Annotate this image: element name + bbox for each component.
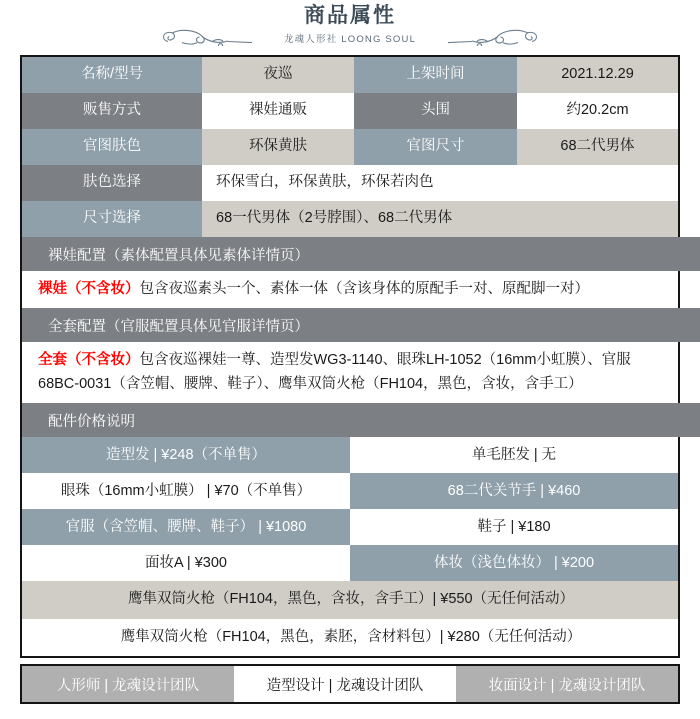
full-set-detail <box>22 342 678 403</box>
price-item: 体妆（浅色体妆） | ¥200 <box>350 545 678 581</box>
price-item: 单毛胚发 | 无 <box>350 437 678 473</box>
price-item: 面妆A | ¥300 <box>22 545 350 581</box>
attribute-value: 环保雪白，环保黄肤，环保若肉色 <box>202 165 678 201</box>
attribute-label: 上架时间 <box>354 57 517 93</box>
brand-line <box>160 29 540 46</box>
price-item: 造型发 | ¥248（不单售） <box>22 437 350 473</box>
full-set-text: 包含夜巡裸娃一尊、造型发WG3-1140、眼珠LH-1052（16mm小虹膜）、官服68BC-0031（含笠帽、腰牌、鞋子）、鹰隼双筒火枪（FH104，黑色，含妆，含手工） <box>38 352 631 392</box>
page-header <box>0 0 700 55</box>
nude-config-emphasis: 裸娃（不含妆） <box>38 281 140 297</box>
attribute-value: 68一代男体（2号脖围）、68二代男体 <box>202 201 678 237</box>
brand-subtitle: 龙魂人形社 LOONG SOUL <box>283 33 417 45</box>
price-item: 官服（含笠帽、腰牌、鞋子） | ¥1080 <box>22 509 350 545</box>
table-row <box>22 509 678 545</box>
credits-bar <box>20 664 680 704</box>
attribute-value: 夜巡 <box>202 57 354 93</box>
price-item: 鞋子 | ¥180 <box>350 509 678 545</box>
full-set-emphasis: 全套（不含妆） <box>38 352 140 369</box>
product-attributes-table <box>20 55 680 658</box>
table-row <box>22 437 678 473</box>
section-header-full-set: 全套配置（官服配置具体见官服详情页） <box>22 308 700 342</box>
table-row <box>22 201 678 237</box>
nude-config-text: 包含夜巡素头一个、素体一体（含该身体的原配手一对、原配脚一对） <box>139 281 589 297</box>
table-row <box>22 165 678 201</box>
attribute-value: 2021.12.29 <box>517 57 678 93</box>
table-row <box>22 545 678 581</box>
attribute-value: 裸娃通贩 <box>202 93 354 129</box>
attribute-label: 名称/型号 <box>22 57 202 93</box>
table-row <box>22 473 678 509</box>
attribute-value: 约20.2cm <box>517 93 678 129</box>
nude-config-detail <box>22 271 678 308</box>
page-title: 商品属性 <box>304 4 396 27</box>
attribute-value: 68二代男体 <box>517 129 678 165</box>
price-item: 68二代关节手 | ¥460 <box>350 473 678 509</box>
credit-doll-maker: 人形师 | 龙魂设计团队 <box>22 666 234 702</box>
section-header-price-info: 配件价格说明 <box>22 403 700 437</box>
table-row <box>22 129 678 165</box>
attribute-label: 肤色选择 <box>22 165 202 201</box>
price-item-weapon-blank: 鹰隼双筒火枪（FH104，黑色，素胚，含材料包）| ¥280（无任何活动） <box>22 619 678 656</box>
table-row <box>22 57 678 93</box>
credit-styling-design: 造型设计 | 龙魂设计团队 <box>234 666 456 702</box>
ornament-flourish-right-icon <box>422 29 540 46</box>
attribute-label: 贩售方式 <box>22 93 202 129</box>
ornament-flourish-left-icon <box>160 29 278 46</box>
attribute-label: 官图肤色 <box>22 129 202 165</box>
attribute-label: 尺寸选择 <box>22 201 202 237</box>
price-item: 眼珠（16mm小虹膜） | ¥70（不单售） <box>22 473 350 509</box>
credit-makeup-design: 妆面设计 | 龙魂设计团队 <box>456 666 678 702</box>
table-row <box>22 93 678 129</box>
attribute-label: 官图尺寸 <box>354 129 517 165</box>
attribute-label: 头围 <box>354 93 517 129</box>
price-item-weapon-painted: 鹰隼双筒火枪（FH104，黑色，含妆，含手工）| ¥550（无任何活动） <box>22 581 678 618</box>
section-header-nude-config: 裸娃配置（素体配置具体见素体详情页） <box>22 237 700 271</box>
attribute-value: 环保黄肤 <box>202 129 354 165</box>
